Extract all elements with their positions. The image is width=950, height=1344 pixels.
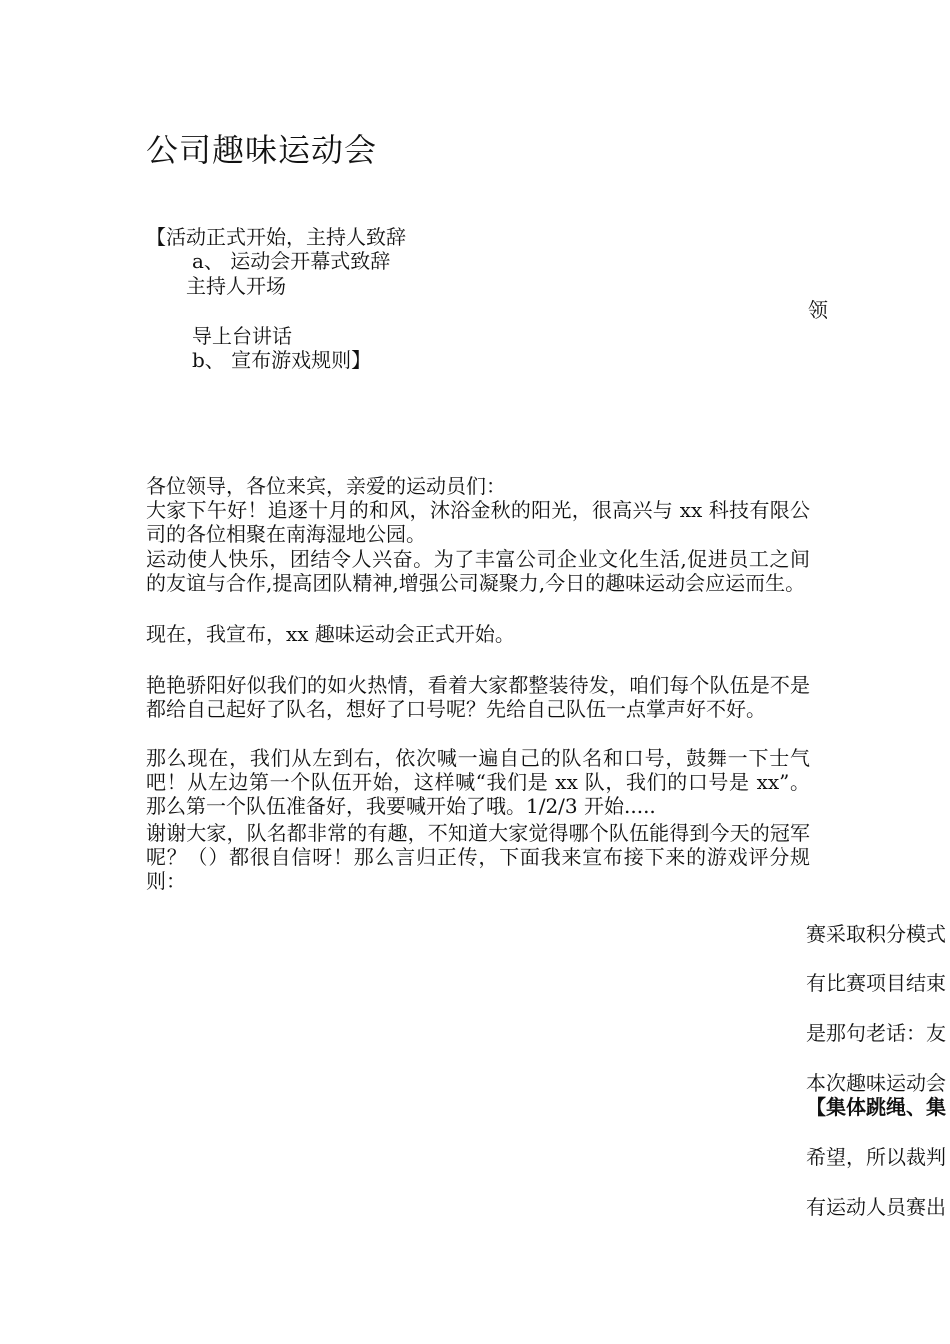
speech-paragraph-6: 谢谢大家，队名都非常的有趣，不知道大家觉得哪个队伍能得到今天的冠军呢？（）都很自信呀！那么言归正传，下面我来宣布接下来的游戏评分规则： bbox=[146, 821, 810, 893]
program-item-a: a、 运动会开幕式致辞 bbox=[192, 249, 391, 273]
document-title: 公司趣味运动会 bbox=[146, 131, 378, 169]
right-column-line-6: 希望，所以裁判 bbox=[806, 1145, 946, 1169]
program-leader-fragment: 领 bbox=[808, 298, 828, 322]
right-column-line-2: 有比赛项目结束 bbox=[806, 971, 946, 995]
speech-paragraph-4: 艳艳骄阳好似我们的如火热情，看着大家都整装待发，咱们每个队伍是不是都给自己起好了队名，想好了口号呢？先给自己队伍一点掌声好不好。 bbox=[146, 673, 810, 721]
speech-paragraph-2: 运动使人快乐，团结令人兴奋。为了丰富公司企业文化生活,促进员工之间的友谊与合作,提高团队精神,增强公司凝聚力,今日的趣味运动会应运而生。 bbox=[146, 547, 810, 595]
right-column-line-1: 赛采取积分模式 bbox=[806, 922, 946, 946]
right-column-line-5: 【集体跳绳、集 bbox=[806, 1095, 946, 1119]
program-leader-speech: 导上台讲话 bbox=[192, 324, 292, 348]
right-column-line-3: 是那句老话：友 bbox=[806, 1021, 946, 1045]
program-item-b: b、 宣布游戏规则】 bbox=[192, 348, 372, 372]
speech-paragraph-3: 现在，我宣布，xx 趣味运动会正式开始。 bbox=[146, 622, 515, 646]
right-column-line-4: 本次趣味运动会 bbox=[806, 1071, 946, 1095]
speech-paragraph-5: 那么现在，我们从左到右，依次喊一遍自己的队名和口号，鼓舞一下士气吧！从左边第一个队伍开始，这样喊“我们是 xx 队，我们的口号是 xx”。那么第一个队伍准备好，我要喊开始了哦。1/2/3 开始..... bbox=[146, 746, 810, 818]
speech-greeting: 各位领导，各位来宾，亲爱的运动员们： bbox=[146, 474, 506, 498]
right-column-line-7: 有运动人员赛出 bbox=[806, 1195, 946, 1219]
speech-paragraph-1: 大家下午好！追逐十月的和风，沐浴金秋的阳光，很高兴与 xx 科技有限公司的各位相聚在南海湿地公园。 bbox=[146, 498, 810, 546]
program-line-start: 【活动正式开始，主持人致辞 bbox=[146, 225, 406, 249]
program-host-opening: 主持人开场 bbox=[186, 274, 286, 298]
